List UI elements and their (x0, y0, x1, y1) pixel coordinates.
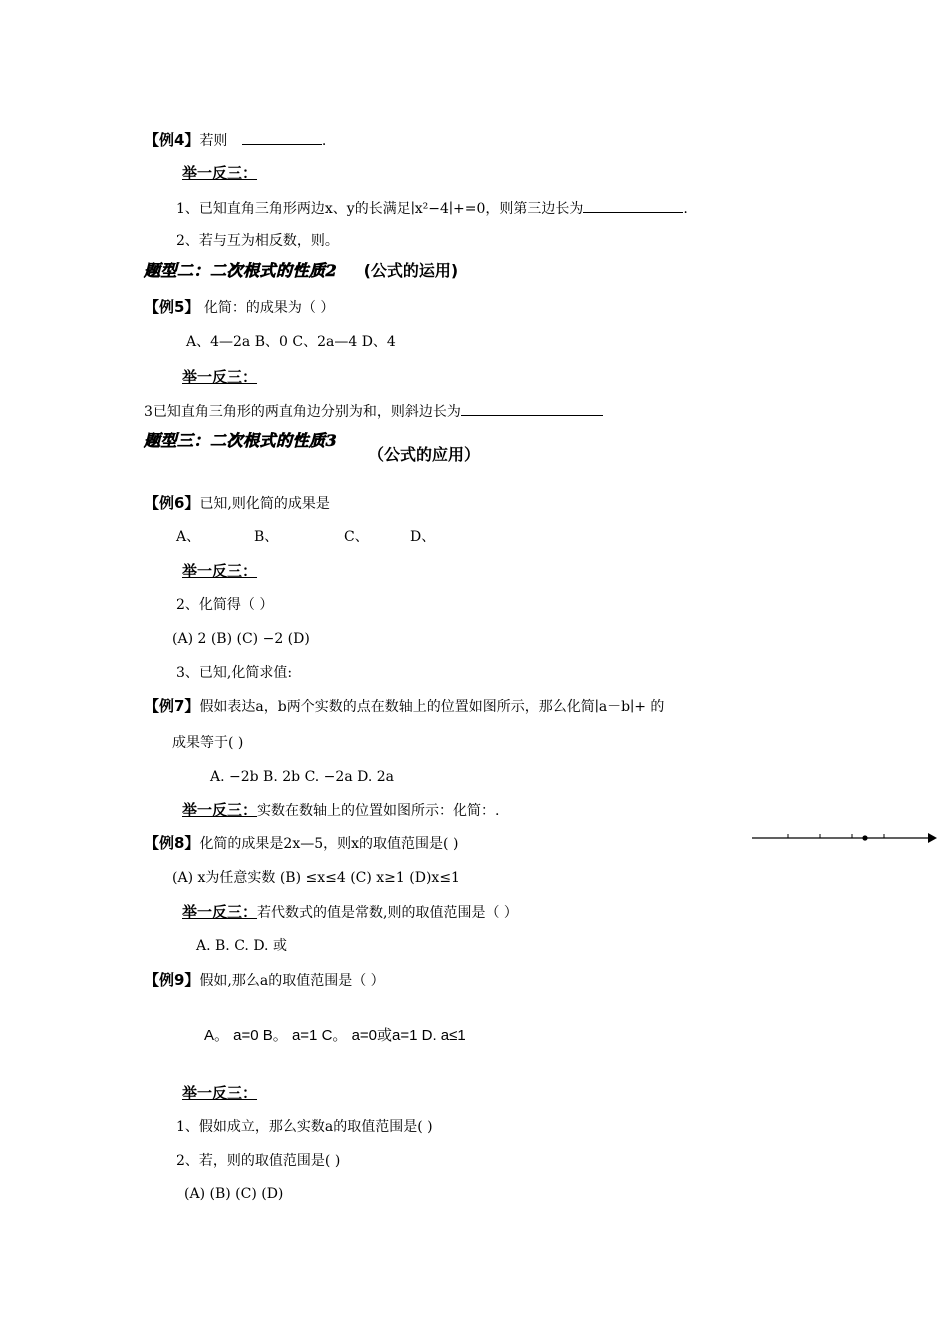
ex9-question-2 (176, 1152, 340, 1170)
choice-b: B、 (254, 529, 279, 545)
practice-heading (182, 164, 257, 183)
practice-heading (182, 368, 257, 387)
example-9-options (204, 1027, 466, 1045)
example-text: 化简：的成果为（ ） (199, 300, 335, 316)
answer-blank[interactable] (583, 198, 683, 213)
example-label: 【例9】 (144, 971, 200, 989)
example-label: 【例5】 (144, 298, 200, 316)
ex5-question-3 (144, 401, 603, 421)
topic-3-heading (144, 432, 337, 451)
choices: (A) 2 (B) (C) −2 (D) (172, 631, 310, 647)
question-text: 1、已知直角三角形两边x、y的长满足∣x²−4∣+=0，则第三边长为 (176, 201, 584, 217)
example-8 (144, 834, 458, 853)
practice-label: 举一反三： (182, 164, 258, 182)
topic-subtitle: （公式的应用） (368, 445, 481, 464)
choice-a: A、 (176, 529, 201, 545)
topic-subtitle: (公式的运用) (363, 261, 459, 280)
practice-text: 实数在数轴上的位置如图所示：化简：. (257, 803, 500, 819)
question-text: 2、化简得（ ） (176, 597, 274, 613)
example-text: 成果等于( ) (172, 735, 244, 751)
example-9 (144, 971, 385, 990)
answer-blank[interactable] (461, 401, 603, 416)
example-6 (144, 494, 330, 513)
example-label: 【例4】 (144, 131, 200, 149)
ex6-question-3 (176, 664, 292, 682)
ex6-question-2-options (172, 630, 310, 648)
choices: A、4—2a B、0 C、2a—4 D、4 (186, 334, 396, 350)
question-text: 3已知直角三角形的两直角边分别为和，则斜边长为 (144, 404, 461, 420)
practice-label: 举一反三： (182, 903, 258, 921)
topic-3-subtitle-line (368, 446, 480, 465)
practice-heading (182, 562, 257, 581)
choice-c: C、 (344, 529, 369, 545)
example-text: 化简的成果是2x—5，则x的取值范围是( ) (199, 836, 459, 852)
practice-heading (182, 1084, 257, 1103)
question-text: 2、若，则的取值范围是( ) (176, 1153, 341, 1169)
ex8-practice-options (196, 937, 287, 955)
ex9-question-2-options (184, 1185, 283, 1203)
topic-title: 题型二：二次根式的性质2 (144, 261, 338, 280)
example-5 (144, 298, 334, 317)
choices: A. B. C. D. 或 (196, 938, 287, 954)
question-text: 1、假如成立，那么实数a的取值范围是( ) (176, 1119, 433, 1135)
ex7-practice (182, 801, 499, 820)
ex4-question-1 (176, 198, 688, 218)
topic-title: 题型三：二次根式的性质3 (144, 431, 338, 450)
example-7-options (210, 768, 394, 786)
example-7-line-2 (172, 734, 243, 752)
example-text: 假如,那么a的取值范围是（ ） (199, 973, 385, 989)
example-text: 假如表达a，b两个实数的点在数轴上的位置如图所示，那么化简∣a－b∣+ 的 (199, 699, 665, 715)
ex8-practice (182, 903, 518, 922)
choice-d: D、 (410, 529, 436, 545)
period: . (683, 201, 688, 217)
question-text: 3、已知,化简求值: (176, 665, 293, 681)
choices: A。 a=0 B。 a=1 C。 a=0或a=1 D. a≤1 (204, 1027, 466, 1044)
practice-label: 举一反三： (182, 368, 258, 386)
period: . (321, 133, 327, 149)
choices: (A) x为任意实数 (B) ≤x≤4 (C) x≥1 (D)x≤1 (172, 870, 460, 886)
arrow-icon (928, 833, 937, 843)
example-label: 【例8】 (144, 834, 200, 852)
example-text: 若则 (199, 133, 228, 149)
example-7 (144, 697, 664, 716)
example-text: 已知,则化简的成果是 (199, 496, 330, 512)
example-4 (144, 130, 326, 150)
practice-text: 若代数式的值是常数,则的取值范围是（ ） (257, 905, 518, 921)
choices: A. −2b B. 2b C. −2a D. 2a (210, 769, 394, 785)
point-marker (862, 835, 867, 840)
choices: (A) (B) (C) (D) (184, 1186, 284, 1202)
example-8-options (172, 869, 460, 887)
ex6-question-2 (176, 596, 273, 614)
topic-2-heading (144, 262, 458, 281)
practice-label: 举一反三： (182, 562, 258, 580)
number-line-figure (752, 826, 938, 850)
practice-label: 举一反三： (182, 1084, 258, 1102)
example-label: 【例6】 (144, 494, 200, 512)
ex9-question-1 (176, 1118, 433, 1136)
example-5-options (186, 333, 396, 351)
answer-blank[interactable] (242, 130, 322, 145)
practice-label: 举一反三： (182, 801, 258, 819)
example-label: 【例7】 (144, 697, 200, 715)
ex4-question-2 (176, 232, 339, 250)
question-text: 2、若与互为相反数，则。 (176, 233, 339, 249)
